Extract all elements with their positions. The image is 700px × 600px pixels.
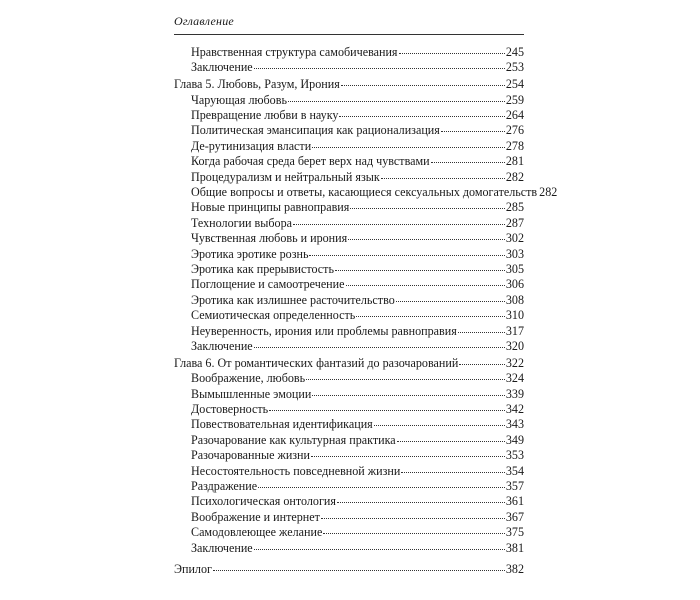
toc-entry-page-number: 357 [505, 478, 524, 493]
toc-entry-title: Воображение и интернет [191, 509, 320, 524]
toc-entry-page-number: 285 [505, 200, 524, 215]
toc-entry-page-number: 322 [505, 355, 524, 370]
toc-entry-page-number: 367 [505, 509, 524, 524]
header-rule [174, 34, 524, 35]
dot-leader [293, 214, 505, 225]
dot-leader [312, 385, 505, 396]
running-head: Оглавление [174, 14, 234, 28]
toc-entry-title: Глава 5. Любовь, Разум, Ирония [174, 77, 340, 92]
toc-entry-title: Психологическая онтология [191, 494, 336, 509]
toc-entry-page-number: 382 [505, 561, 524, 576]
toc-chapter-entry [174, 562, 524, 577]
toc-entry-page-number: 253 [505, 60, 524, 75]
toc-entry-page-number: 308 [505, 292, 524, 307]
toc-entry-title: Эротика как излишнее расточительство [191, 292, 395, 307]
toc-entry [174, 541, 524, 556]
toc-entry-title: Поглощение и самоотречение [191, 277, 345, 292]
toc-entry-page-number: 276 [505, 123, 524, 138]
toc-entry-page-number: 287 [505, 215, 524, 230]
dot-leader [321, 508, 505, 519]
toc-entry-title: Чувственная любовь и ирония [191, 231, 348, 246]
dot-leader [397, 431, 505, 442]
toc-entry-title: Чарующая любовь [191, 92, 287, 107]
toc-entry-title: Эпилог [174, 561, 212, 576]
dot-leader [311, 446, 505, 457]
toc-entry-title: Эротика как прерывистость [191, 261, 334, 276]
dot-leader [431, 152, 505, 163]
toc-entry-page-number: 343 [505, 417, 524, 432]
dot-leader [339, 106, 504, 117]
toc-entry-title: Самодовлеющее желание [191, 525, 323, 540]
toc-entry-title: Семиотическая определенность [191, 308, 356, 323]
toc-entry-page-number: 302 [505, 231, 524, 246]
dot-leader [258, 477, 505, 488]
toc-entry-title: Нравственная структура самобичевания [191, 45, 398, 59]
dot-leader [441, 121, 505, 132]
toc-entry-page-number: 282 [505, 169, 524, 184]
toc-entry-page-number: 320 [505, 338, 524, 353]
dot-leader [254, 337, 505, 348]
toc-entry-title: Технологии выбора [191, 215, 293, 230]
toc-entry-title: Когда рабочая среда берет верх над чувствами [191, 154, 430, 169]
toc-entry-title: Достоверность [191, 401, 269, 416]
toc-entry-title: Неуверенность, ирония или проблемы равноправия [191, 323, 457, 338]
toc-entry-page-number: 324 [505, 371, 524, 386]
toc-entry-page-number: 342 [505, 401, 524, 416]
toc-entry-title: Превращение любви в науку [191, 108, 339, 123]
toc-entry-title: Заключение [191, 540, 253, 555]
toc-entry-title: Заключение [191, 338, 253, 353]
dot-leader [254, 58, 505, 69]
dot-leader [381, 168, 505, 179]
toc-entry-page-number: 317 [505, 323, 524, 338]
toc-entry-title: Политическая эмансипация как рационализация [191, 123, 440, 138]
toc-entry-title: Несостоятельность повседневной жизни [191, 463, 401, 478]
toc-entry-title: Де-рутинизация власти [191, 138, 312, 153]
toc-entry [174, 60, 524, 75]
dot-leader [288, 91, 505, 102]
toc-entry-title: Разочарованные жизни [191, 448, 311, 463]
toc-entry-title: Повествовательная идентификация [191, 417, 373, 432]
toc-entry-title: Глава 6. От романтических фантазий до разочарований [174, 355, 459, 370]
toc-entry-page-number: 354 [505, 463, 524, 478]
toc-entry-page-number: 259 [505, 92, 524, 107]
toc-entry-page-number: 381 [505, 540, 524, 555]
dot-leader [309, 245, 504, 256]
toc-entry-title: Общие вопросы и ответы, касающиеся сексуальных домогательств [191, 185, 538, 200]
toc-entry-page-number: 349 [505, 432, 524, 447]
dot-leader [213, 560, 505, 571]
table-of-contents [174, 45, 558, 577]
toc-entry-page-number: 264 [505, 108, 524, 123]
toc-entry [174, 170, 524, 185]
dot-leader [458, 322, 505, 333]
toc-entry-title: Заключение [191, 60, 253, 75]
toc-entry-page-number: 245 [505, 45, 524, 59]
dot-leader [306, 369, 505, 380]
dot-leader [356, 306, 505, 317]
dot-leader [337, 492, 505, 503]
toc-entry-page-number: 339 [505, 386, 524, 401]
toc-entry-page-number: 353 [505, 448, 524, 463]
toc-entry-page-number: 254 [505, 77, 524, 92]
dot-leader [323, 523, 505, 534]
toc-entry-page-number: 361 [505, 494, 524, 509]
dot-leader [350, 198, 505, 209]
dot-leader [346, 275, 505, 286]
toc-entry-title: Разочарование как культурная практика [191, 432, 396, 447]
toc-entry-page-number: 303 [505, 246, 524, 261]
dot-leader [312, 137, 505, 148]
dot-leader [396, 291, 505, 302]
dot-leader [459, 354, 505, 365]
toc-entry-page-number: 278 [505, 138, 524, 153]
toc-entry-page-number: 281 [505, 154, 524, 169]
dot-leader [269, 400, 505, 411]
toc-entry-page-number: 305 [505, 261, 524, 276]
toc-entry [174, 339, 524, 354]
toc-entry-page-number: 310 [505, 308, 524, 323]
toc-entry-title: Раздражение [191, 478, 258, 493]
dot-leader [399, 43, 505, 54]
dot-leader [401, 462, 505, 473]
toc-entry-page-number: 282 [539, 185, 558, 200]
toc-entry-title: Вымышленные эмоции [191, 386, 312, 401]
dot-leader [341, 75, 505, 86]
dot-leader [254, 539, 505, 550]
toc-entry-title: Воображение, любовь [191, 371, 306, 386]
dot-leader [335, 260, 505, 271]
dot-leader [348, 229, 505, 240]
toc-entry-title: Процедурализм и нейтральный язык [191, 169, 380, 184]
dot-leader [374, 415, 505, 426]
toc-entry-page-number: 375 [505, 525, 524, 540]
toc-entry-title: Новые принципы равноправия [191, 200, 350, 215]
toc-entry-page-number: 306 [505, 277, 524, 292]
toc-entry-title: Эротика эротике рознь [191, 246, 309, 261]
